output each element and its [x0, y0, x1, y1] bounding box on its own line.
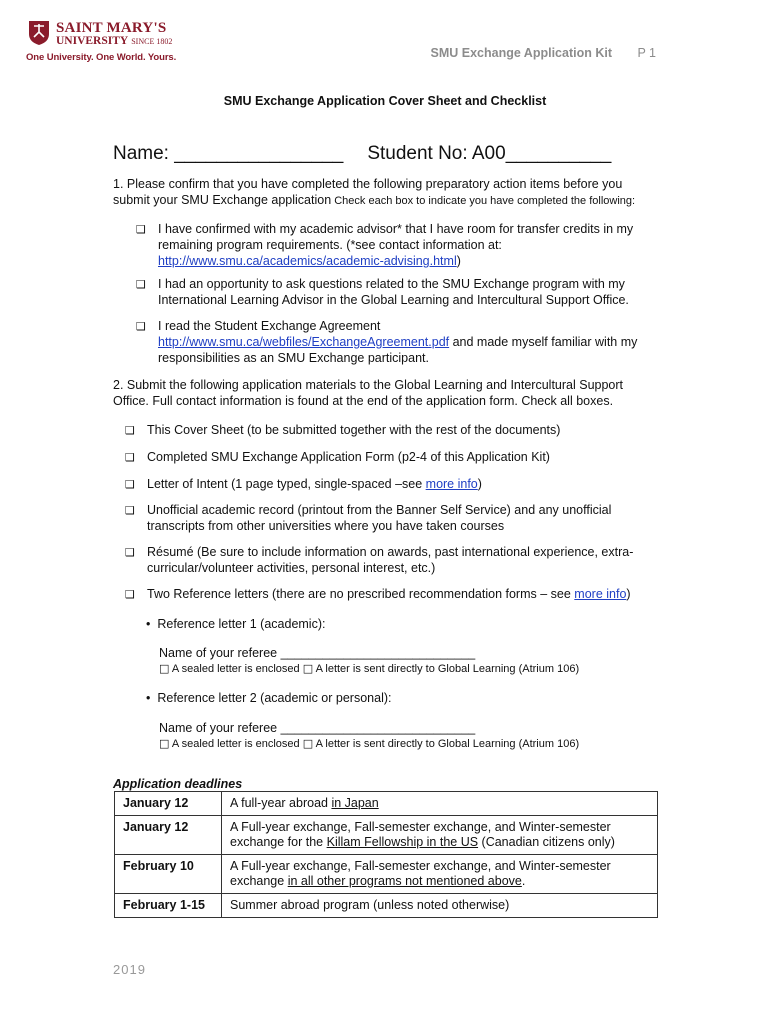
checklist-item-letter-of-intent: ❑ Letter of Intent (1 page typed, single-spaced –see more info): [125, 477, 482, 491]
checkbox-icon[interactable]: □: [302, 737, 314, 750]
checklist-item-resume: ❑ Résumé (Be sure to include information on awards, past international experience, extra- curricular/volunteer activities, personal interest, etc.): [125, 545, 634, 575]
checkbox-icon[interactable]: □: [159, 737, 170, 750]
deadline-date: February 10: [115, 855, 222, 894]
logo-since: SINCE 1802: [131, 37, 173, 46]
deadlines-title: Application deadlines: [113, 777, 243, 791]
reference-2-options: □ A sealed letter is enclosed □ A letter is sent directly to Global Learning (Atrium 106): [159, 737, 580, 750]
checkbox-icon[interactable]: ❑: [125, 546, 135, 559]
document-title: SMU Exchange Application Cover Sheet and Checklist: [223, 94, 547, 108]
logo-line2: UNIVERSITY SINCE 1802: [56, 35, 173, 47]
reference-letter-2: • Reference letter 2 (academic or personal):: [146, 691, 392, 705]
checkbox-icon[interactable]: ❑: [136, 223, 146, 236]
checklist-item-application-form: ❑ Completed SMU Exchange Application Form (p2-4 of this Application Kit): [125, 450, 550, 464]
advising-link[interactable]: http://www.smu.ca/academics/academic-advising.html: [158, 254, 457, 268]
deadline-description: Summer abroad program (unless noted otherwise): [222, 894, 658, 918]
checklist-item-cover-sheet: ❑ This Cover Sheet (to be submitted together with the rest of the documents): [125, 423, 561, 437]
checkbox-icon[interactable]: ❑: [125, 504, 135, 517]
checkbox-icon[interactable]: ❑: [125, 588, 135, 601]
checkbox-icon[interactable]: ❑: [136, 320, 146, 333]
table-row: [115, 792, 658, 816]
more-info-link[interactable]: more info: [574, 587, 627, 601]
crest-icon: [28, 20, 50, 46]
more-info-link[interactable]: more info: [425, 477, 478, 491]
footer-year: 2019: [113, 962, 146, 977]
referee-2-name[interactable]: Name of your referee ____________________________: [159, 721, 476, 735]
logo-line1: SAINT MARY'S: [56, 20, 167, 36]
name-student-line: [113, 143, 611, 165]
header-kit-title: SMU Exchange Application Kit: [430, 46, 612, 60]
reference-letter-1: • Reference letter 1 (academic):: [146, 617, 326, 631]
header-page-number: P 1: [637, 46, 656, 60]
section2-intro: 2. Submit the following application materials to the Global Learning and Intercultural Support Office. Full contact information is found at the end of the application form. Check all boxes.: [113, 378, 624, 408]
table-row: [115, 894, 658, 918]
checklist-item-academic-record: ❑ Unofficial academic record (printout from the Banner Self Service) and any unofficial transcripts from other universities where you have taken courses: [125, 503, 612, 533]
checkbox-icon[interactable]: ❑: [125, 424, 135, 437]
table-row: [115, 816, 658, 855]
checkbox-icon[interactable]: ❑: [136, 278, 146, 291]
deadline-date: January 12: [115, 792, 222, 816]
checklist-item-reference-letters: ❑ Two Reference letters (there are no prescribed recommendation forms – see more info): [125, 587, 631, 601]
deadline-date: January 12: [115, 816, 222, 855]
checkbox-icon[interactable]: □: [159, 662, 170, 675]
checklist-item-advisor-questions: ❑ I had an opportunity to ask questions related to the SMU Exchange program with my International Learning Advisor in the Global Learning and Intercultural Support Office.: [136, 277, 629, 307]
bullet-icon: •: [146, 691, 151, 705]
deadline-date: February 1-15: [115, 894, 222, 918]
reference-1-options: □ A sealed letter is enclosed □ A letter is sent directly to Global Learning (Atrium 106): [159, 662, 580, 675]
university-logo: [26, 20, 196, 64]
checklist-item-advisor: ❑ I have confirmed with my academic advisor* that I have room for transfer credits in my remaining program requirements. (*see contact information at: http://www.smu.ca/academics/academic-advising.html): [136, 222, 634, 268]
table-row: [115, 855, 658, 894]
checkbox-icon[interactable]: ❑: [125, 478, 135, 491]
checkbox-icon[interactable]: ❑: [125, 451, 135, 464]
student-number-field-label[interactable]: Student No: A00__________: [367, 143, 612, 164]
exchange-agreement-link[interactable]: http://www.smu.ca/webfiles/ExchangeAgreement.pdf: [158, 335, 450, 349]
section1-intro: 1. Please confirm that you have completed the following preparatory action items before you submit your SMU Exchange application Check each box to indicate you have completed the following:: [113, 177, 636, 207]
referee-1-name[interactable]: Name of your referee ____________________________: [159, 646, 476, 660]
deadline-description: A Full-year exchange, Fall-semester exchange, and Winter-semester exchange for the Killam Fellowship in the US (Canadian citizens only): [222, 816, 658, 855]
deadline-description: A Full-year exchange, Fall-semester exchange, and Winter-semester exchange in all other programs not mentioned above.: [222, 855, 658, 894]
bullet-icon: •: [146, 617, 151, 631]
name-field-label[interactable]: Name: ________________: [113, 143, 344, 164]
deadlines-table: [114, 791, 658, 918]
deadline-description: A full-year abroad in Japan: [222, 792, 658, 816]
checkbox-icon[interactable]: □: [302, 662, 314, 675]
checklist-item-agreement: ❑ I read the Student Exchange Agreement http://www.smu.ca/webfiles/ExchangeAgreement.pdf and made myself familiar with my responsibilities as an SMU Exchange participant.: [136, 319, 638, 365]
logo-tagline: One University. One World. Yours.: [26, 52, 177, 63]
